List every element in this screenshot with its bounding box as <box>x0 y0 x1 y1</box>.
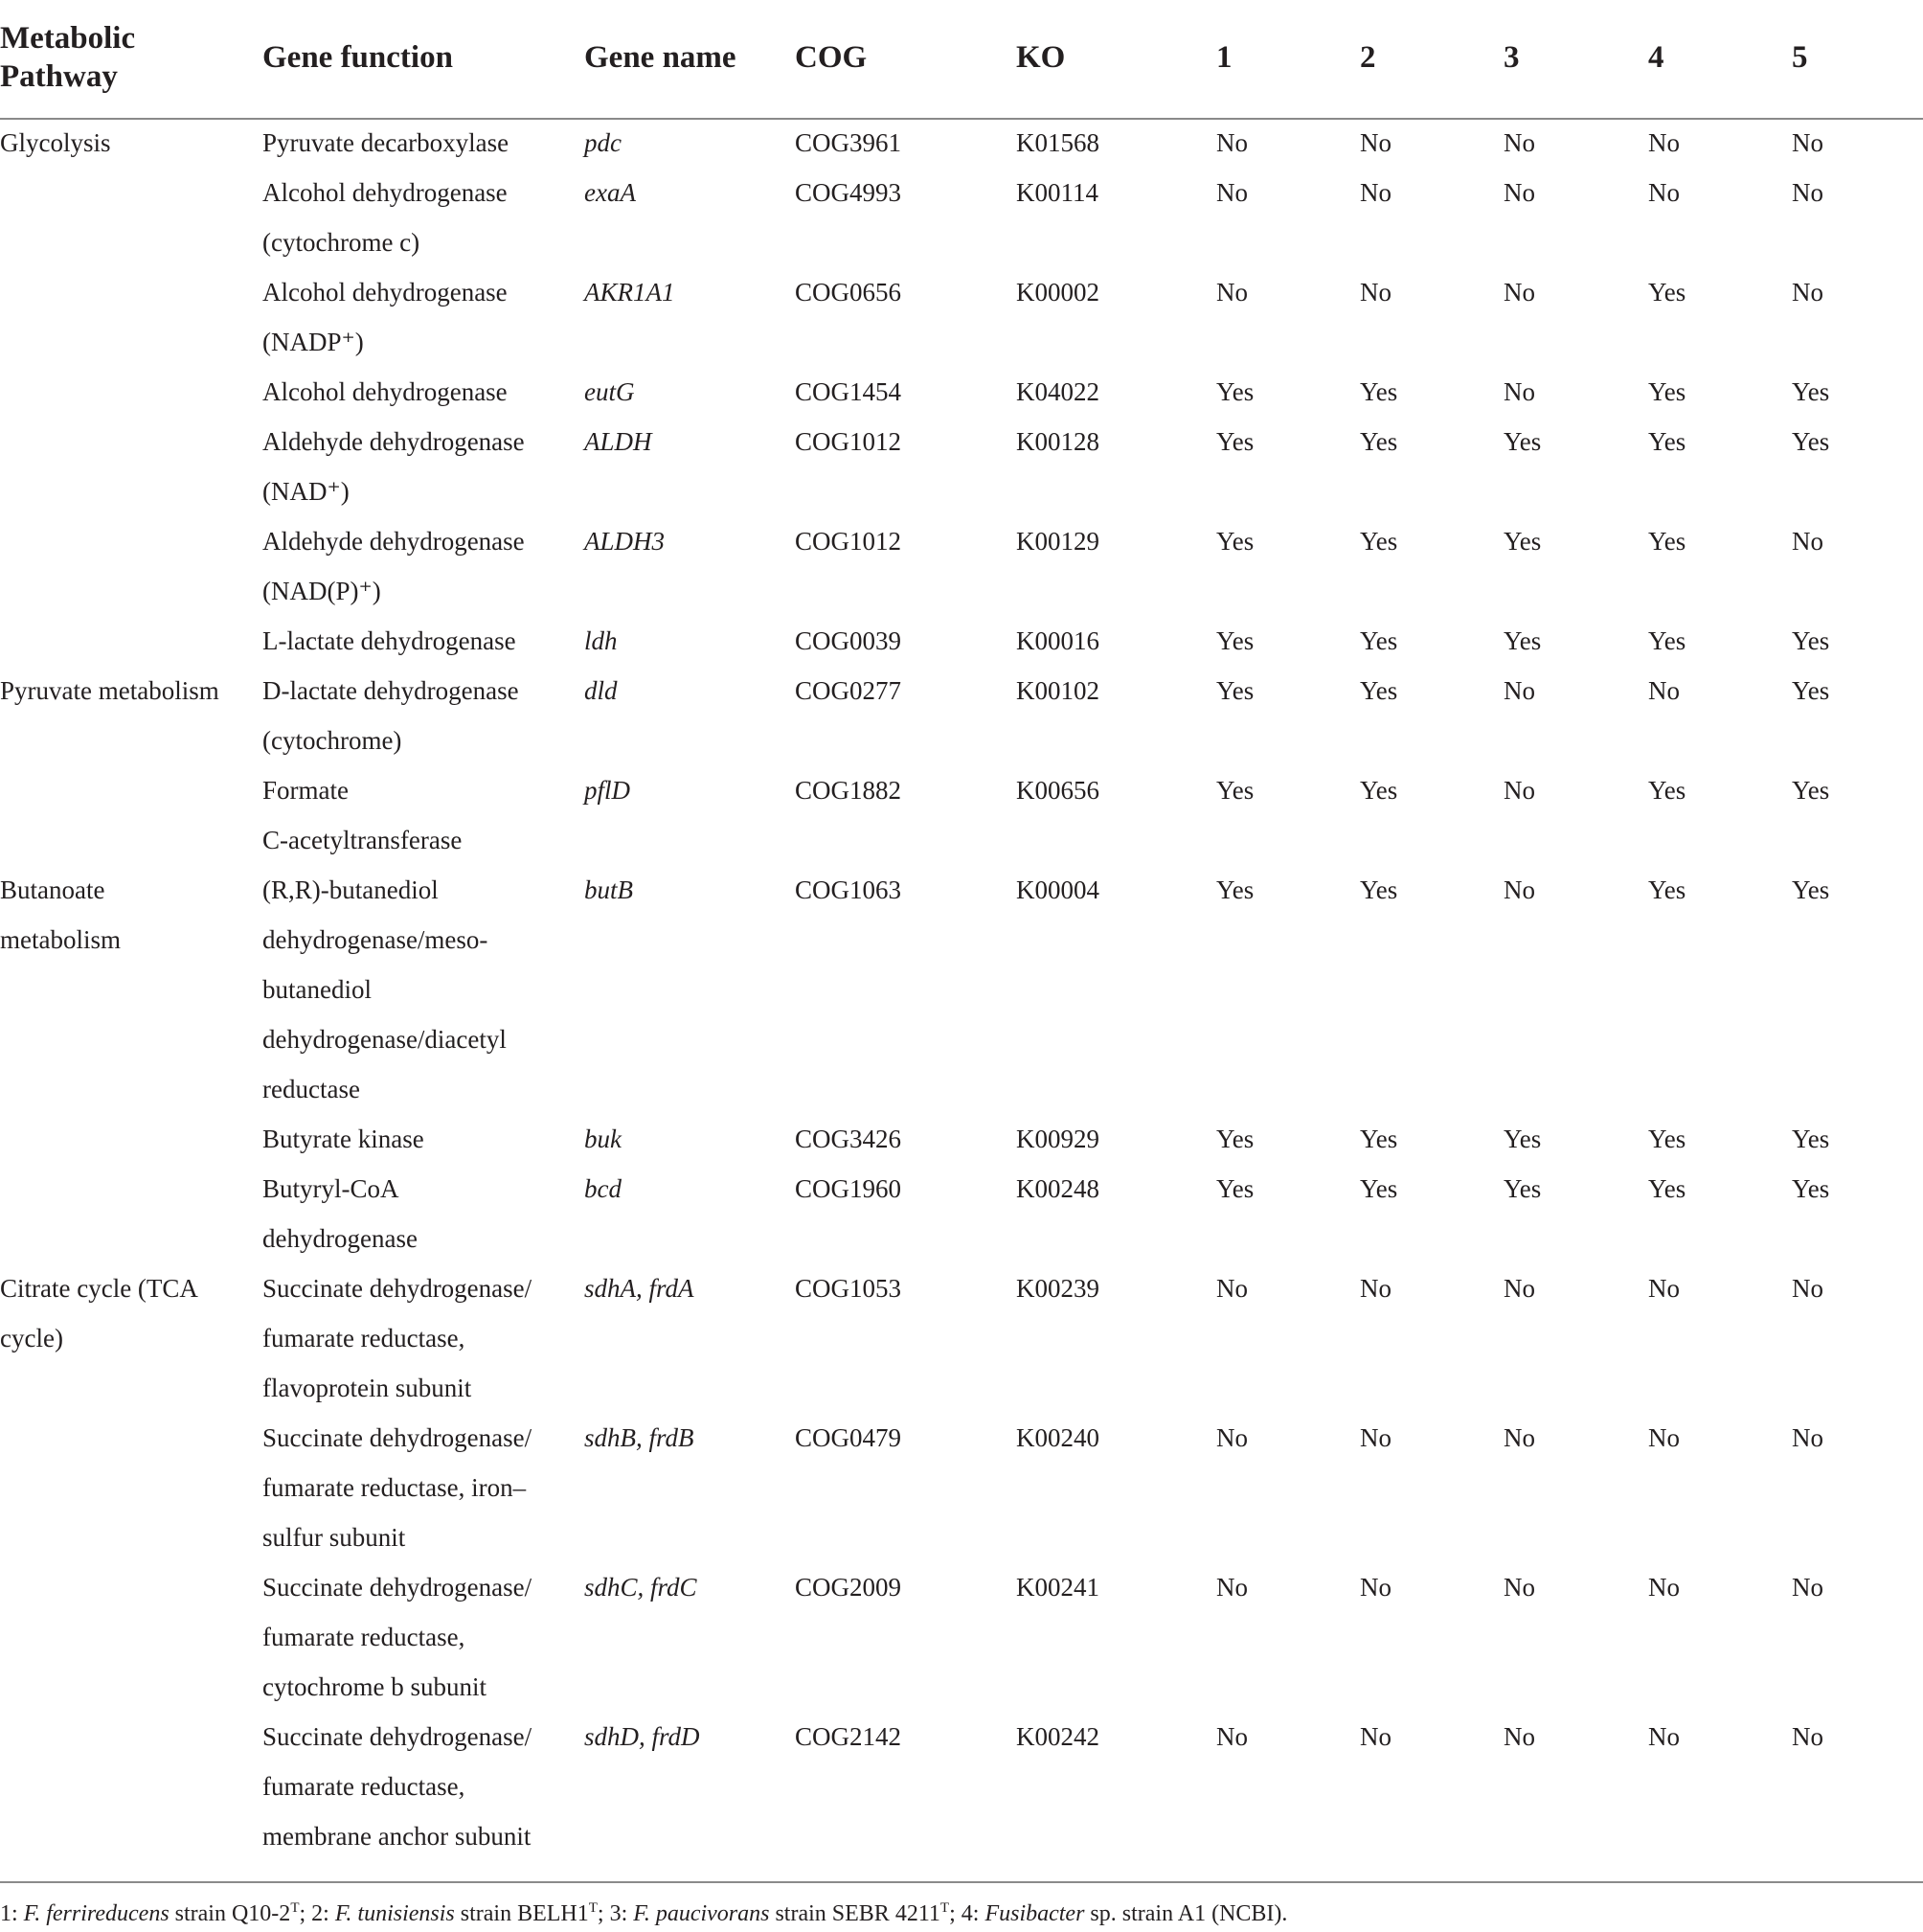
strain-1-value: Yes <box>1216 377 1255 406</box>
strain-1-value: Yes <box>1216 427 1255 456</box>
strain-5-value: No <box>1792 527 1823 556</box>
gene-function: Formate <box>262 776 349 805</box>
ko-id: K00240 <box>1016 1423 1099 1452</box>
gene-function: (R,R)-butanediol <box>262 875 439 904</box>
pathway-label: cycle) <box>0 1324 63 1352</box>
strain-5-value: No <box>1792 1423 1823 1452</box>
strain-3-value: No <box>1504 776 1535 805</box>
strain-3-value: No <box>1504 377 1535 406</box>
strain-1-value: No <box>1216 1423 1248 1452</box>
strain-3-value: No <box>1504 1274 1535 1303</box>
header-strain-3: 3 <box>1504 40 1520 75</box>
strain-2-value: Yes <box>1360 776 1398 805</box>
strain-2-value: Yes <box>1360 527 1398 556</box>
strain-5-value: Yes <box>1792 1125 1830 1153</box>
gene-function: L-lactate dehydrogenase <box>262 626 516 655</box>
header-gene-function: Gene function <box>262 40 453 75</box>
footnote-segment: strain SEBR 4211 <box>769 1901 940 1926</box>
strain-3-value: Yes <box>1504 527 1542 556</box>
strain-4-value: Yes <box>1648 278 1686 307</box>
cog-id: COG2009 <box>795 1573 902 1602</box>
strain-5-value: Yes <box>1792 377 1830 406</box>
strain-2-value: No <box>1360 178 1391 207</box>
footnote-segment: ; 2: <box>299 1901 335 1926</box>
cog-id: COG2142 <box>795 1722 902 1751</box>
header-strain-1: 1 <box>1216 40 1233 75</box>
gene-function: Alcohol dehydrogenase <box>262 278 508 307</box>
pathway-label: Glycolysis <box>0 128 111 157</box>
gene-name: pdc <box>584 128 622 157</box>
gene-name: eutG <box>584 377 635 406</box>
cog-id: COG1063 <box>795 875 902 904</box>
gene-name: buk <box>584 1125 622 1153</box>
strain-2-value: No <box>1360 278 1391 307</box>
strain-3-value: No <box>1504 178 1535 207</box>
cog-id: COG1053 <box>795 1274 902 1303</box>
strain-4-value: No <box>1648 178 1680 207</box>
ko-id: K00239 <box>1016 1274 1099 1303</box>
ko-id: K01568 <box>1016 128 1099 157</box>
gene-function: (cytochrome) <box>262 726 402 755</box>
gene-function: sulfur subunit <box>262 1523 406 1552</box>
header-strain-5: 5 <box>1792 40 1808 75</box>
gene-function: Aldehyde dehydrogenase <box>262 427 525 456</box>
ko-id: K00114 <box>1016 178 1098 207</box>
strain-1-value: Yes <box>1216 626 1255 655</box>
header-strain-4: 4 <box>1648 40 1664 75</box>
header-ko: KO <box>1016 40 1066 75</box>
strain-3-value: No <box>1504 278 1535 307</box>
pathway-label: Butanoate <box>0 875 105 904</box>
strain-1-value: No <box>1216 278 1248 307</box>
footnote-segment: strain BELH1 <box>454 1901 589 1926</box>
footnote-segment: T <box>588 1900 598 1916</box>
footnote-segment: 1: <box>0 1901 24 1926</box>
ko-id: K00004 <box>1016 875 1099 904</box>
strain-5-value: Yes <box>1792 676 1830 705</box>
bottom-rule <box>0 1881 1923 1883</box>
strain-3-value: No <box>1504 128 1535 157</box>
gene-function: fumarate reductase, <box>262 1623 465 1651</box>
ko-id: K00016 <box>1016 626 1099 655</box>
strain-3-value: Yes <box>1504 1174 1542 1203</box>
strain-1-value: Yes <box>1216 527 1255 556</box>
gene-name: exaA <box>584 178 636 207</box>
strain-3-value: No <box>1504 1573 1535 1602</box>
ko-id: K00102 <box>1016 676 1099 705</box>
strain-4-value: Yes <box>1648 527 1686 556</box>
strain-1-value: No <box>1216 1274 1248 1303</box>
header-cog: COG <box>795 40 868 75</box>
cog-id: COG1454 <box>795 377 902 406</box>
strain-5-value: Yes <box>1792 875 1830 904</box>
ko-id: K00248 <box>1016 1174 1099 1203</box>
gene-name: ldh <box>584 626 618 655</box>
strain-4-value: Yes <box>1648 626 1686 655</box>
pathway-label: Citrate cycle (TCA <box>0 1274 198 1303</box>
gene-name: AKR1A1 <box>584 278 675 307</box>
strain-1-value: No <box>1216 1573 1248 1602</box>
strain-1-value: No <box>1216 178 1248 207</box>
cog-id: COG0039 <box>795 626 902 655</box>
gene-name: sdhB, frdB <box>584 1423 694 1452</box>
ko-id: K00656 <box>1016 776 1099 805</box>
gene-function: D-lactate dehydrogenase <box>262 676 519 705</box>
pathway-label: metabolism <box>0 925 121 954</box>
gene-name: sdhA, frdA <box>584 1274 694 1303</box>
cog-id: COG1960 <box>795 1174 902 1203</box>
gene-function: (NADP⁺) <box>262 328 364 356</box>
table-header <box>0 0 1923 119</box>
strain-5-value: No <box>1792 1722 1823 1751</box>
strain-5-value: No <box>1792 1573 1823 1602</box>
strain-4-value: No <box>1648 1274 1680 1303</box>
strain-4-value: Yes <box>1648 1125 1686 1153</box>
gene-function: (cytochrome c) <box>262 228 420 257</box>
strain-4-value: Yes <box>1648 875 1686 904</box>
gene-function: (NAD⁺) <box>262 477 350 506</box>
gene-function: Succinate dehydrogenase/ <box>262 1274 532 1303</box>
gene-function: dehydrogenase/meso- <box>262 925 488 954</box>
strain-1-value: Yes <box>1216 1125 1255 1153</box>
gene-name: bcd <box>584 1174 622 1203</box>
strain-3-value: No <box>1504 875 1535 904</box>
footnote-segment: Fusibacter <box>984 1901 1085 1926</box>
strain-4-value: No <box>1648 1423 1680 1452</box>
strain-3-value: Yes <box>1504 626 1542 655</box>
footnote-segment: T <box>290 1900 300 1916</box>
gene-function: Succinate dehydrogenase/ <box>262 1573 532 1602</box>
gene-function: dehydrogenase/diacetyl <box>262 1025 507 1054</box>
strain-4-value: No <box>1648 676 1680 705</box>
footnote-segment: ; 4: <box>949 1901 985 1926</box>
strain-4-value: No <box>1648 1722 1680 1751</box>
gene-function: reductase <box>262 1075 360 1103</box>
cog-id: COG1882 <box>795 776 902 805</box>
strain-1-value: Yes <box>1216 1174 1255 1203</box>
strain-2-value: No <box>1360 1423 1391 1452</box>
strain-3-value: No <box>1504 1423 1535 1452</box>
strain-2-value: Yes <box>1360 377 1398 406</box>
ko-id: K00128 <box>1016 427 1099 456</box>
cog-id: COG3426 <box>795 1125 902 1153</box>
cog-id: COG3961 <box>795 128 902 157</box>
cog-id: COG0656 <box>795 278 902 307</box>
gene-name: pflD <box>584 776 631 805</box>
ko-id: K00929 <box>1016 1125 1099 1153</box>
strain-2-value: No <box>1360 128 1391 157</box>
footnote-segment: F. tunisiensis <box>334 1901 455 1926</box>
gene-function: fumarate reductase, <box>262 1324 465 1352</box>
footnote-segment: sp. strain A1 (NCBI). <box>1084 1901 1288 1926</box>
cog-id: COG1012 <box>795 527 902 556</box>
gene-function: fumarate reductase, iron– <box>262 1473 527 1502</box>
strain-4-value: Yes <box>1648 1174 1686 1203</box>
ko-id: K00002 <box>1016 278 1099 307</box>
gene-function: C-acetyltransferase <box>262 826 463 854</box>
footnote-segment: F. ferrireducens <box>23 1901 170 1926</box>
strain-4-value: Yes <box>1648 377 1686 406</box>
gene-function: cytochrome b subunit <box>262 1672 486 1701</box>
strain-2-value: Yes <box>1360 1174 1398 1203</box>
strain-5-value: No <box>1792 1274 1823 1303</box>
pathway-label: Pyruvate metabolism <box>0 676 219 705</box>
strain-2-value: Yes <box>1360 427 1398 456</box>
strain-1-value: Yes <box>1216 676 1255 705</box>
strain-4-value: No <box>1648 1573 1680 1602</box>
strain-1-value: No <box>1216 1722 1248 1751</box>
strain-4-value: Yes <box>1648 427 1686 456</box>
header-metabolic-pathway: Metabolic Pathway <box>0 21 136 94</box>
gene-function: Butyryl-CoA <box>262 1174 399 1203</box>
cog-id: COG1012 <box>795 427 902 456</box>
gene-function: (NAD(P)⁺) <box>262 577 381 605</box>
strain-5-value: Yes <box>1792 626 1830 655</box>
ko-id: K00241 <box>1016 1573 1099 1602</box>
gene-name: ALDH <box>584 427 652 456</box>
gene-function: Succinate dehydrogenase/ <box>262 1423 532 1452</box>
gene-function: Butyrate kinase <box>262 1125 424 1153</box>
strain-2-value: No <box>1360 1722 1391 1751</box>
gene-name: ALDH3 <box>584 527 666 556</box>
strain-1-value: Yes <box>1216 875 1255 904</box>
footnote-segment: ; 3: <box>597 1901 634 1926</box>
gene-function: fumarate reductase, <box>262 1772 465 1801</box>
cog-id: COG0277 <box>795 676 902 705</box>
header-gene-name: Gene name <box>584 40 736 75</box>
strain-3-value: No <box>1504 676 1535 705</box>
strain-2-value: Yes <box>1360 626 1398 655</box>
strain-5-value: Yes <box>1792 1174 1830 1203</box>
cog-id: COG4993 <box>795 178 902 207</box>
footnote-segment: T <box>939 1900 950 1916</box>
gene-function: Pyruvate decarboxylase <box>262 128 509 157</box>
gene-function: Succinate dehydrogenase/ <box>262 1722 532 1751</box>
gene-name: butB <box>584 875 633 904</box>
header-strain-2: 2 <box>1360 40 1376 75</box>
strain-5-value: Yes <box>1792 427 1830 456</box>
cog-id: COG0479 <box>795 1423 902 1452</box>
ko-id: K00242 <box>1016 1722 1099 1751</box>
gene-function: membrane anchor subunit <box>262 1822 532 1851</box>
strain-2-value: Yes <box>1360 1125 1398 1153</box>
strain-5-value: No <box>1792 128 1823 157</box>
gene-name: dld <box>584 676 618 705</box>
strain-5-value: No <box>1792 178 1823 207</box>
footnote-segment: strain Q10-2 <box>169 1901 291 1926</box>
strain-3-value: Yes <box>1504 1125 1542 1153</box>
strain-4-value: Yes <box>1648 776 1686 805</box>
gene-name: sdhD, frdD <box>584 1722 700 1751</box>
gene-function: Alcohol dehydrogenase <box>262 178 508 207</box>
strain-5-value: Yes <box>1792 776 1830 805</box>
strain-3-value: No <box>1504 1722 1535 1751</box>
strain-3-value: Yes <box>1504 427 1542 456</box>
ko-id: K04022 <box>1016 377 1099 406</box>
gene-function: butanediol <box>262 975 372 1004</box>
strain-1-value: Yes <box>1216 776 1255 805</box>
strain-4-value: No <box>1648 128 1680 157</box>
ko-id: K00129 <box>1016 527 1099 556</box>
gene-function: Aldehyde dehydrogenase <box>262 527 525 556</box>
gene-function: flavoprotein subunit <box>262 1374 472 1402</box>
gene-function: dehydrogenase <box>262 1224 418 1253</box>
footnote-segment: F. paucivorans <box>633 1901 770 1926</box>
gene-name: sdhC, frdC <box>584 1573 697 1602</box>
strain-5-value: No <box>1792 278 1823 307</box>
strain-2-value: No <box>1360 1573 1391 1602</box>
strain-1-value: No <box>1216 128 1248 157</box>
strain-2-value: No <box>1360 1274 1391 1303</box>
gene-function: Alcohol dehydrogenase <box>262 377 508 406</box>
table-footnote <box>0 1899 1287 1928</box>
strain-2-value: Yes <box>1360 676 1398 705</box>
strain-2-value: Yes <box>1360 875 1398 904</box>
